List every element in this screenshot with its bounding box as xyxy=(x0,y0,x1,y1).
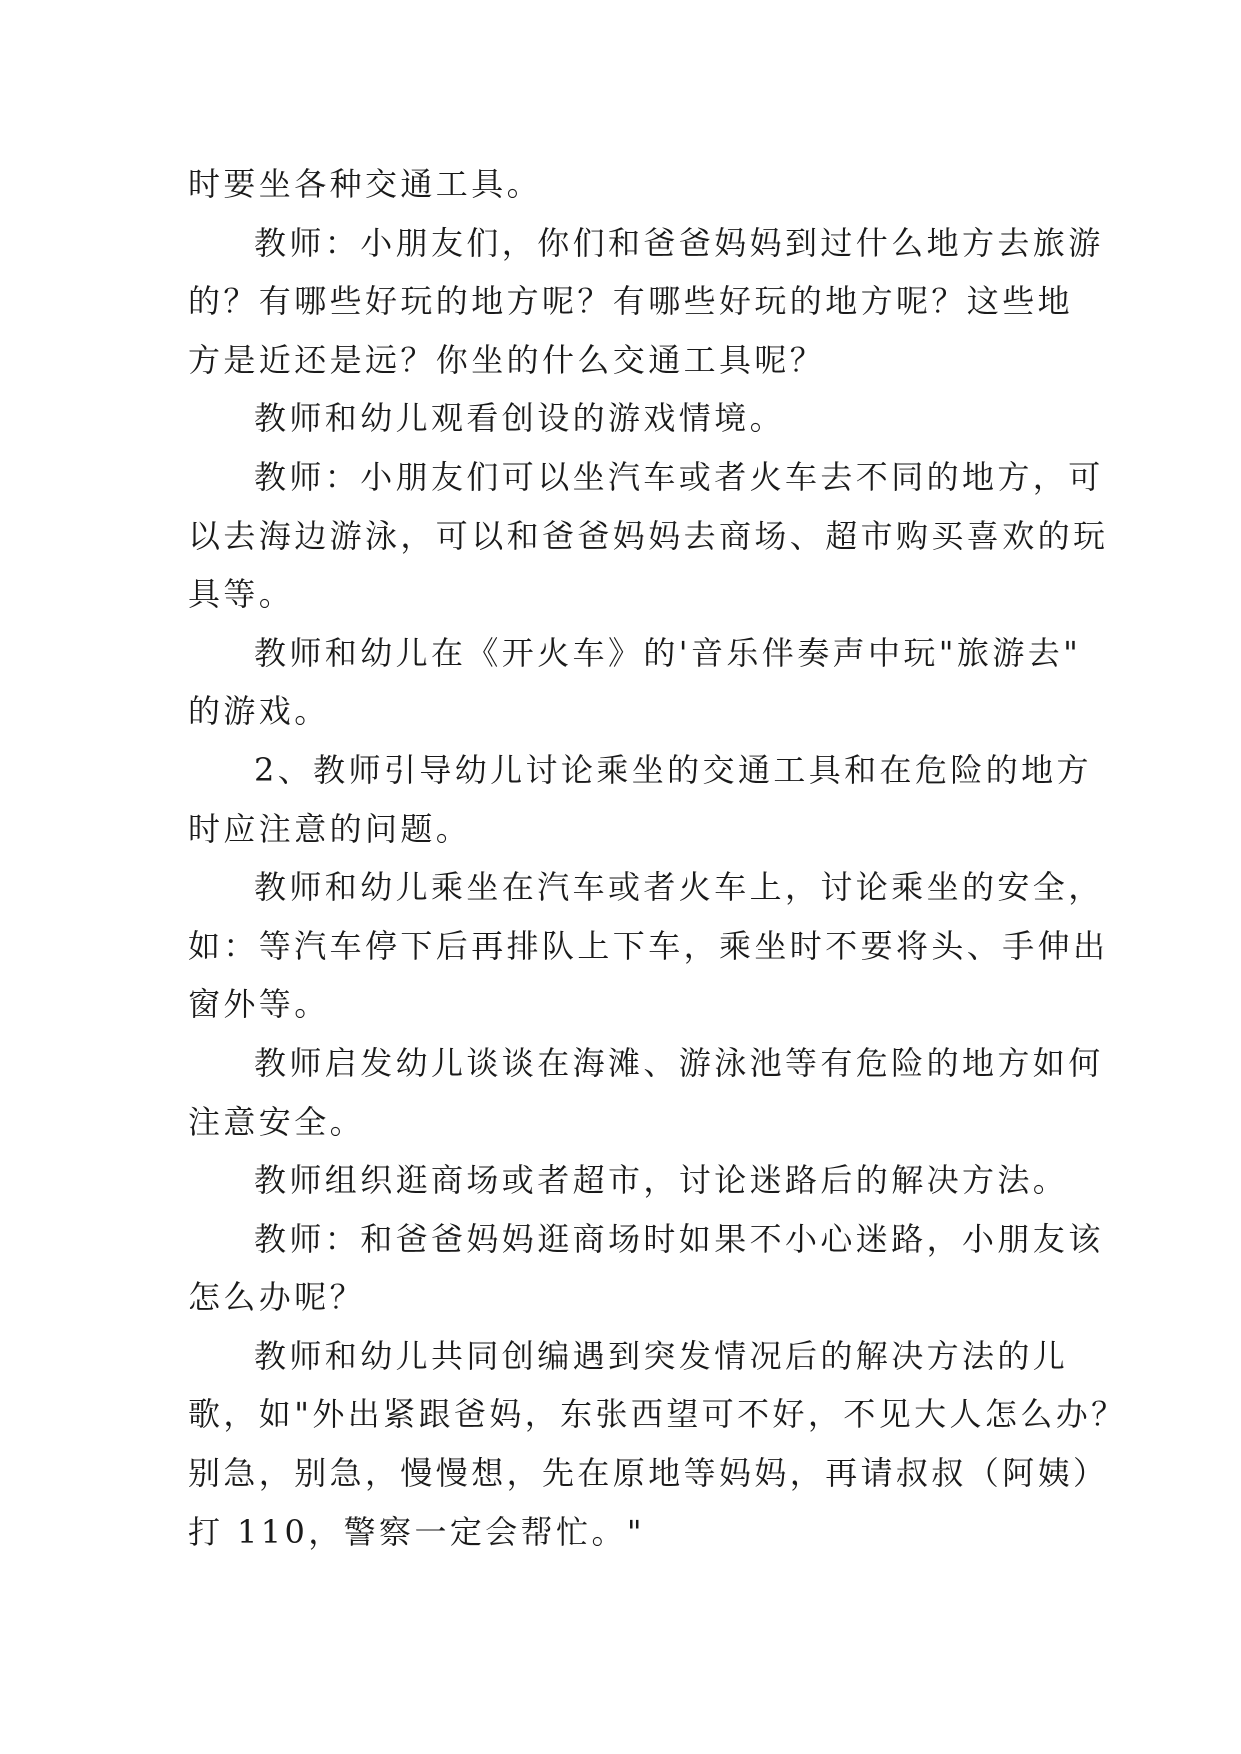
text-line: 教师启发幼儿谈谈在海滩、游泳池等有危险的地方如何 xyxy=(254,1043,1104,1082)
text-line: 怎么办呢？ xyxy=(188,1278,366,1317)
text-line: 教师：和爸爸妈妈逛商场时如果不小心迷路，小朋友该 xyxy=(254,1219,1104,1258)
text-line: 注意安全。 xyxy=(188,1102,366,1141)
text-line: 教师组织逛商场或者超市，讨论迷路后的解决方法。 xyxy=(254,1161,1069,1200)
text-line: 如：等汽车停下后再排队上下车，乘坐时不要将头、手伸出 xyxy=(188,926,1109,965)
text-line: 歌，如"外出紧跟爸妈，东张西望可不好，不见大人怎么办？ xyxy=(188,1395,1127,1434)
text-line: 教师和幼儿观看创设的游戏情境。 xyxy=(254,399,786,438)
text-line: 教师和幼儿乘坐在汽车或者火车上，讨论乘坐的安全， xyxy=(254,868,1104,907)
document-body xyxy=(188,155,1127,1561)
text-line: 时应注意的问题。 xyxy=(188,809,472,848)
text-line: 教师和幼儿在《开火车》的'音乐伴奏声中玩"旅游去" xyxy=(254,633,1082,672)
text-line: 教师和幼儿共同创编遇到突发情况后的解决方法的儿 xyxy=(254,1336,1069,1375)
text-line: 时要坐各种交通工具。 xyxy=(188,165,543,203)
text-line: 别急，别急，慢慢想，先在原地等妈妈，再请叔叔（阿姨） xyxy=(188,1454,1109,1493)
text-line: 的游戏。 xyxy=(188,692,330,731)
text-line: 教师：小朋友们，你们和爸爸妈妈到过什么地方去旅游 xyxy=(254,223,1104,262)
text-line: 窗外等。 xyxy=(188,985,330,1024)
text-line: 打 110，警察一定会帮忙。" xyxy=(188,1512,645,1551)
text-line: 以去海边游泳，可以和爸爸妈妈去商场、超市购买喜欢的玩 xyxy=(188,516,1109,555)
text-line: 2、教师引导幼儿讨论乘坐的交通工具和在危险的地方 xyxy=(254,750,1092,789)
text-line: 具等。 xyxy=(188,575,295,614)
text-line: 教师：小朋友们可以坐汽车或者火车去不同的地方，可 xyxy=(254,457,1104,496)
text-line: 方是近还是远？你坐的什么交通工具呢？ xyxy=(188,340,826,379)
text-line: 的？有哪些好玩的地方呢？有哪些好玩的地方呢？这些地 xyxy=(188,282,1074,321)
